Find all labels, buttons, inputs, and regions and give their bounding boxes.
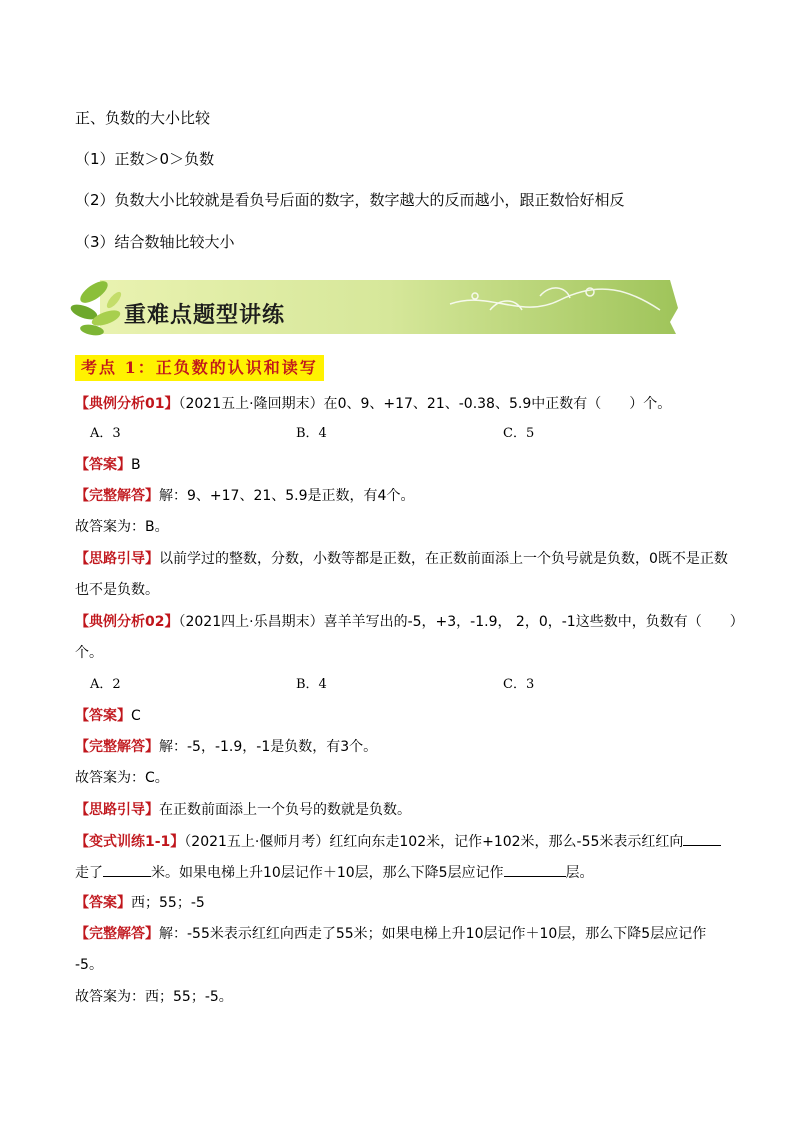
variant-1-conclusion: 故答案为：西；55；-5。 bbox=[75, 989, 233, 1005]
example-2-question bbox=[75, 612, 744, 632]
example-2-solution bbox=[75, 737, 377, 757]
variant-1-question-text: （2021五上·偃师月考）红红向东走102米，记作+102米，那么-55米表示红红向 bbox=[184, 834, 684, 850]
example-1-conclusion: 故答案为：B。 bbox=[75, 519, 169, 535]
answer-tag: 【答案】 bbox=[75, 457, 131, 473]
fill-blank-3[interactable] bbox=[504, 862, 566, 877]
variant-1-tag: 【变式训练1-1】 bbox=[75, 834, 185, 850]
example-2-option-c: C．3 bbox=[503, 677, 535, 692]
example-1-option-c: C．5 bbox=[503, 426, 535, 441]
variant-1-solution bbox=[75, 924, 706, 944]
fill-blank-1[interactable] bbox=[683, 831, 721, 846]
example-2-question-cont: 个。 bbox=[75, 645, 103, 661]
example-2-answer bbox=[75, 706, 141, 726]
answer-value: 西；55；-5 bbox=[131, 895, 205, 911]
solution-tag: 【完整解答】 bbox=[75, 739, 159, 755]
solution-tag: 【完整解答】 bbox=[75, 926, 159, 942]
example-2-tag: 【典例分析02】 bbox=[75, 614, 179, 630]
intro-heading: 正、负数的大小比较 bbox=[75, 109, 211, 127]
answer-value: C bbox=[131, 708, 141, 724]
variant-1-text-b: 米。如果电梯上升10层记作＋10层，那么下降5层应记作 bbox=[151, 865, 504, 881]
example-1-tag: 【典例分析01】 bbox=[75, 396, 179, 412]
example-1-solution bbox=[75, 486, 414, 506]
solution-text: 解：-5，-1.9，-1是负数，有3个。 bbox=[159, 739, 378, 755]
kaodian-label: 考点 1：正负数的认识和读写 bbox=[75, 355, 324, 381]
solution-text: 解：-55米表示红红向西走了55米；如果电梯上升10层记作＋10层，那么下降5层应记作 bbox=[159, 926, 707, 942]
example-2-option-b: B．4 bbox=[296, 677, 327, 692]
answer-tag: 【答案】 bbox=[75, 895, 131, 911]
answer-value: B bbox=[131, 457, 141, 473]
example-1-question-text: （2021五上·隆回期末）在0、9、+17、21、-0.38、5.9中正数有（ ）个。 bbox=[178, 396, 672, 412]
example-1-hint bbox=[75, 549, 728, 569]
intro-point-3: （3）结合数轴比较大小 bbox=[75, 233, 235, 251]
example-2-hint bbox=[75, 800, 411, 820]
example-2-conclusion: 故答案为：C。 bbox=[75, 770, 169, 786]
hint-tag: 【思路引导】 bbox=[75, 802, 159, 818]
example-1-question bbox=[75, 394, 671, 414]
solution-tag: 【完整解答】 bbox=[75, 488, 159, 504]
intro-point-2: （2）负数大小比较就是看负号后面的数字，数字越大的反而越小，跟正数恰好相反 bbox=[75, 191, 625, 209]
fill-blank-2[interactable] bbox=[103, 862, 151, 877]
hint-text: 以前学过的整数，分数，小数等都是正数，在正数前面添上一个负号就是负数，0既不是正数 bbox=[159, 551, 728, 567]
example-1-hint-cont: 也不是负数。 bbox=[75, 582, 159, 598]
variant-1-question-cont bbox=[75, 862, 594, 883]
variant-1-solution-cont: -5。 bbox=[75, 957, 103, 973]
banner-title: 重难点题型讲练 bbox=[124, 303, 286, 328]
example-2-option-a: A．2 bbox=[90, 677, 121, 692]
example-2-question-text: （2021四上·乐昌期末）喜羊羊写出的-5，+3，-1.9， 2，0，-1这些数中，负数有（ ） bbox=[178, 614, 744, 630]
variant-1-text-a: 走了 bbox=[75, 865, 103, 881]
example-1-answer bbox=[75, 455, 141, 475]
hint-tag: 【思路引导】 bbox=[75, 551, 159, 567]
answer-tag: 【答案】 bbox=[75, 708, 131, 724]
intro-point-1: （1）正数＞0＞负数 bbox=[75, 150, 215, 168]
solution-text: 解：9、+17、21、5.9是正数，有4个。 bbox=[159, 488, 415, 504]
variant-1-text-c: 层。 bbox=[565, 865, 594, 881]
variant-1-answer bbox=[75, 893, 205, 913]
variant-1-question bbox=[75, 831, 721, 852]
example-1-option-b: B．4 bbox=[296, 426, 327, 441]
hint-text: 在正数前面添上一个负号的数就是负数。 bbox=[159, 802, 411, 818]
example-1-option-a: A．3 bbox=[90, 426, 121, 441]
